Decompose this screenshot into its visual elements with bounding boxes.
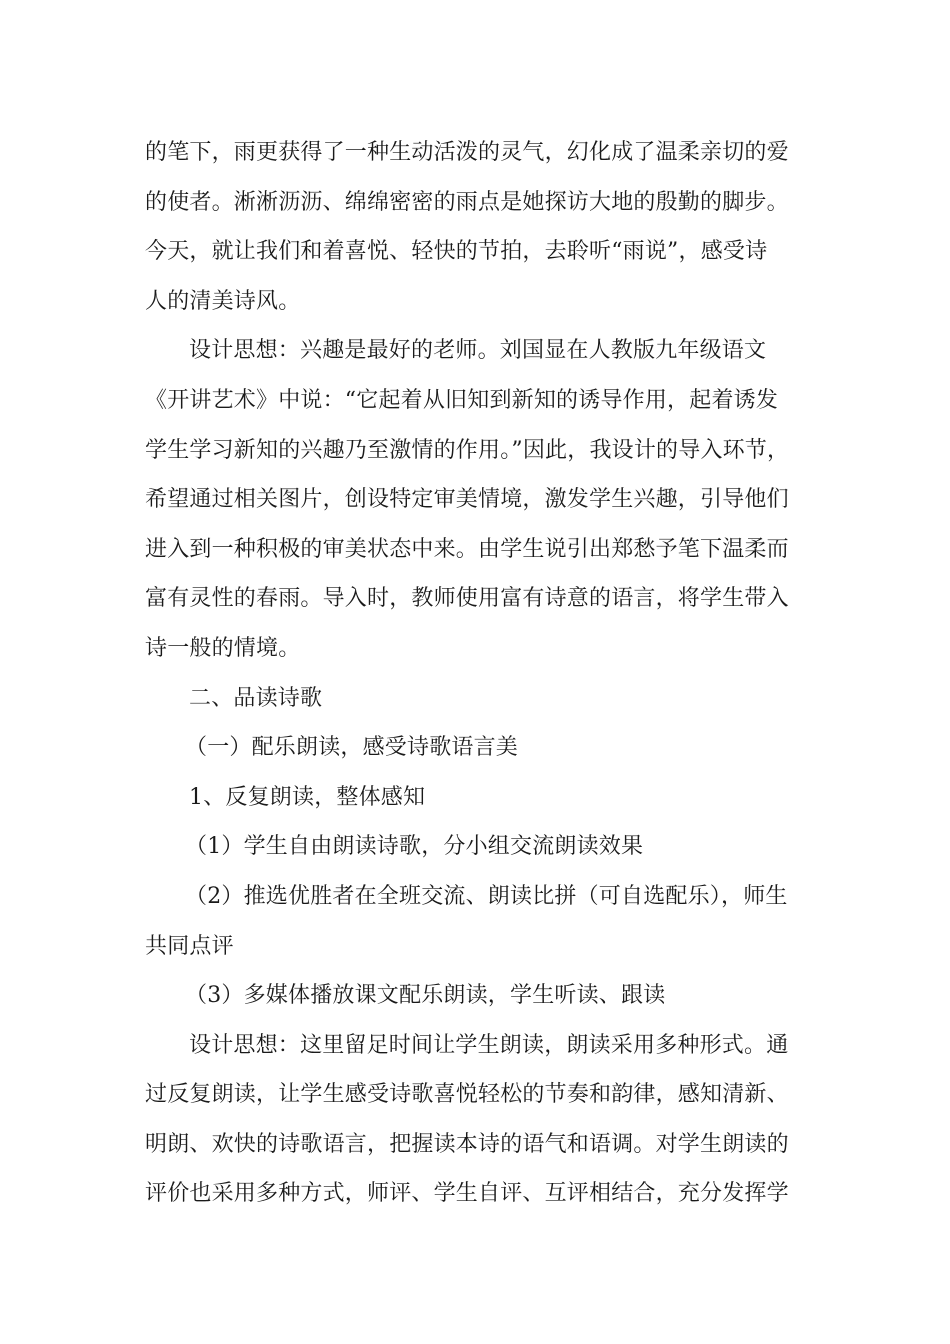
subsection-heading: （一）配乐朗读，感受诗歌语言美	[185, 735, 519, 761]
list-item: （2）推选优胜者在全班交流、朗读比拼（可自选配乐），师生	[185, 883, 788, 909]
list-item: （3）多媒体播放课文配乐朗读，学生听读、跟读	[185, 983, 666, 1009]
text-line: 希望通过相关图片，创设特定审美情境，激发学生兴趣，引导他们	[145, 487, 789, 513]
text-line: 进入到一种积极的审美状态中来。由学生说引出郑愁予笔下温柔而	[145, 536, 789, 562]
text-line: 设计思想：这里留足时间让学生朗读，朗读采用多种形式。通	[189, 1032, 789, 1058]
list-item: （1）学生自由朗读诗歌，分小组交流朗读效果	[185, 834, 644, 860]
text-line: 人的清美诗风。	[145, 288, 301, 314]
document-body	[145, 128, 810, 1219]
text-line: 评价也采用多种方式，师评、学生自评、互评相结合，充分发挥学	[145, 1181, 789, 1207]
text-line: 诗一般的情境。	[145, 635, 301, 661]
text-line: 过反复朗读，让学生感受诗歌喜悦轻松的节奏和韵律，感知清新、	[145, 1082, 789, 1108]
section-heading: 二、品读诗歌	[189, 685, 323, 711]
text-line: 学生学习新知的兴趣乃至激情的作用。”因此，我设计的导入环节，	[145, 437, 790, 463]
text-line: 富有灵性的春雨。导入时，教师使用富有诗意的语言，将学生带入	[145, 586, 789, 612]
text-line: 的笔下，雨更获得了一种生动活泼的灵气，幻化成了温柔亲切的爱	[145, 140, 789, 165]
text-line: 设计思想：兴趣是最好的老师。刘国显在人教版九年级语文	[189, 338, 767, 364]
text-line: 今天，就让我们和着喜悦、轻快的节拍，去聆听“雨说”，感受诗	[145, 239, 768, 265]
text-line: 《开讲艺术》中说：“它起着从旧知到新知的诱导作用，起着诱发	[145, 387, 779, 413]
text-line: 明朗、欢快的诗歌语言，把握读本诗的语气和语调。对学生朗读的	[145, 1131, 789, 1157]
text-line: 共同点评	[145, 933, 234, 959]
text-line: 的使者。淅淅沥沥、绵绵密密的雨点是她探访大地的殷勤的脚步。	[145, 189, 789, 215]
item-heading: 1、反复朗读，整体感知	[189, 784, 426, 810]
